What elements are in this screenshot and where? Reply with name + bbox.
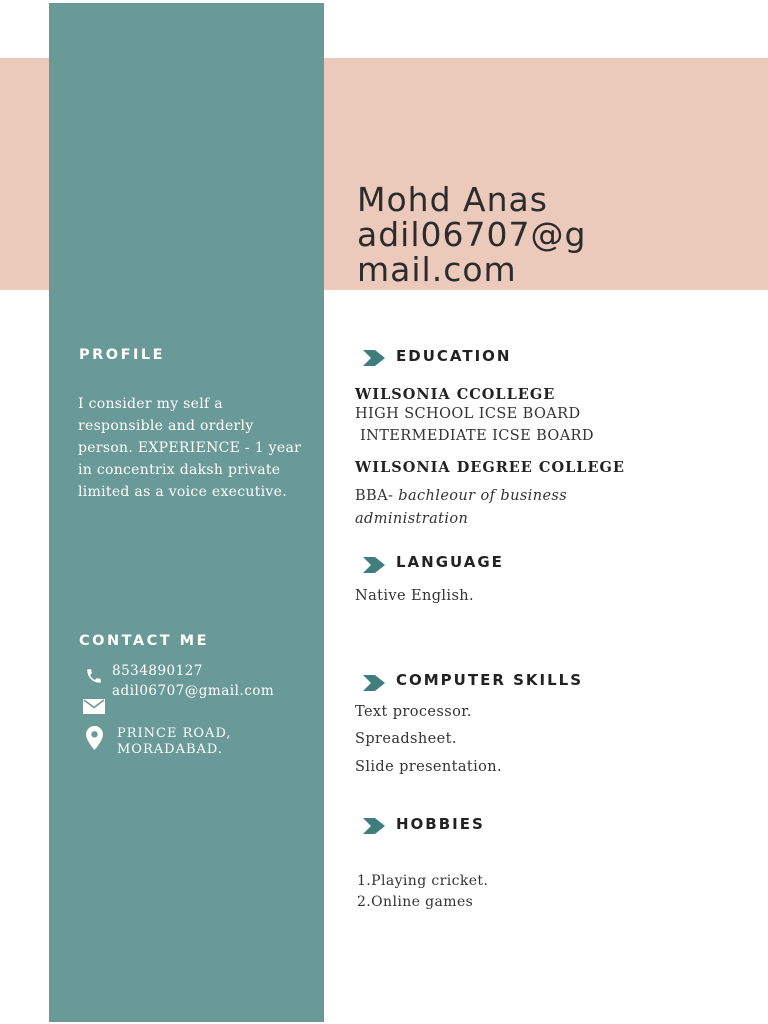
school-1-line-2: INTERMEDIATE ICSE BOARD [355,428,594,444]
contact-phone: 8534890127 [112,663,203,679]
degree-line-1 [355,488,567,504]
phone-icon [85,667,103,685]
language-heading: LANGUAGE [396,553,504,571]
degree-prefix: BBA- [355,488,399,504]
sidebar-panel [49,3,324,1022]
location-pin-icon [86,726,103,750]
hobby-item: 1.Playing cricket. [357,873,489,889]
chevron-right-icon [363,818,385,834]
contact-heading: CONTACT ME [79,633,210,649]
skill-item: Spreadsheet. [355,731,457,747]
profile-heading: PROFILE [79,347,166,363]
address-line-2: MORADABAD. [117,742,223,757]
chevron-right-icon [363,350,385,366]
computer-skills-heading: COMPUTER SKILLS [396,671,584,689]
address-line-1: PRINCE ROAD, [117,726,232,741]
chevron-right-icon [363,675,385,691]
hobbies-heading: HOBBIES [396,815,485,833]
school-1-name: WILSONIA CCOLLEGE [355,386,556,403]
candidate-name: Mohd Anas [357,180,548,219]
contact-email: adil06707@gmail.com [112,683,275,699]
education-heading: EDUCATION [396,347,512,365]
candidate-email-heading: adil06707@gmail.com [357,215,587,289]
hobby-item: 2.Online games [357,894,474,910]
degree-line-2: administration [355,511,469,527]
contact-address [117,726,232,758]
mail-icon [83,699,105,714]
skill-item: Slide presentation. [355,759,503,775]
profile-text: I consider my self a responsible and orderly person. EXPERIENCE - 1 year in concentrix daksh private limited as a voice executive. [78,396,302,500]
school-2-name: WILSONIA DEGREE COLLEGE [355,459,625,476]
chevron-right-icon [363,557,385,573]
school-1-line-1: HIGH SCHOOL ICSE BOARD [355,406,581,422]
language-text: Native English. [355,588,475,604]
degree-description: bachleour of business [398,488,568,504]
skill-item: Text processor. [355,704,472,720]
candidate-name-email [357,182,617,287]
